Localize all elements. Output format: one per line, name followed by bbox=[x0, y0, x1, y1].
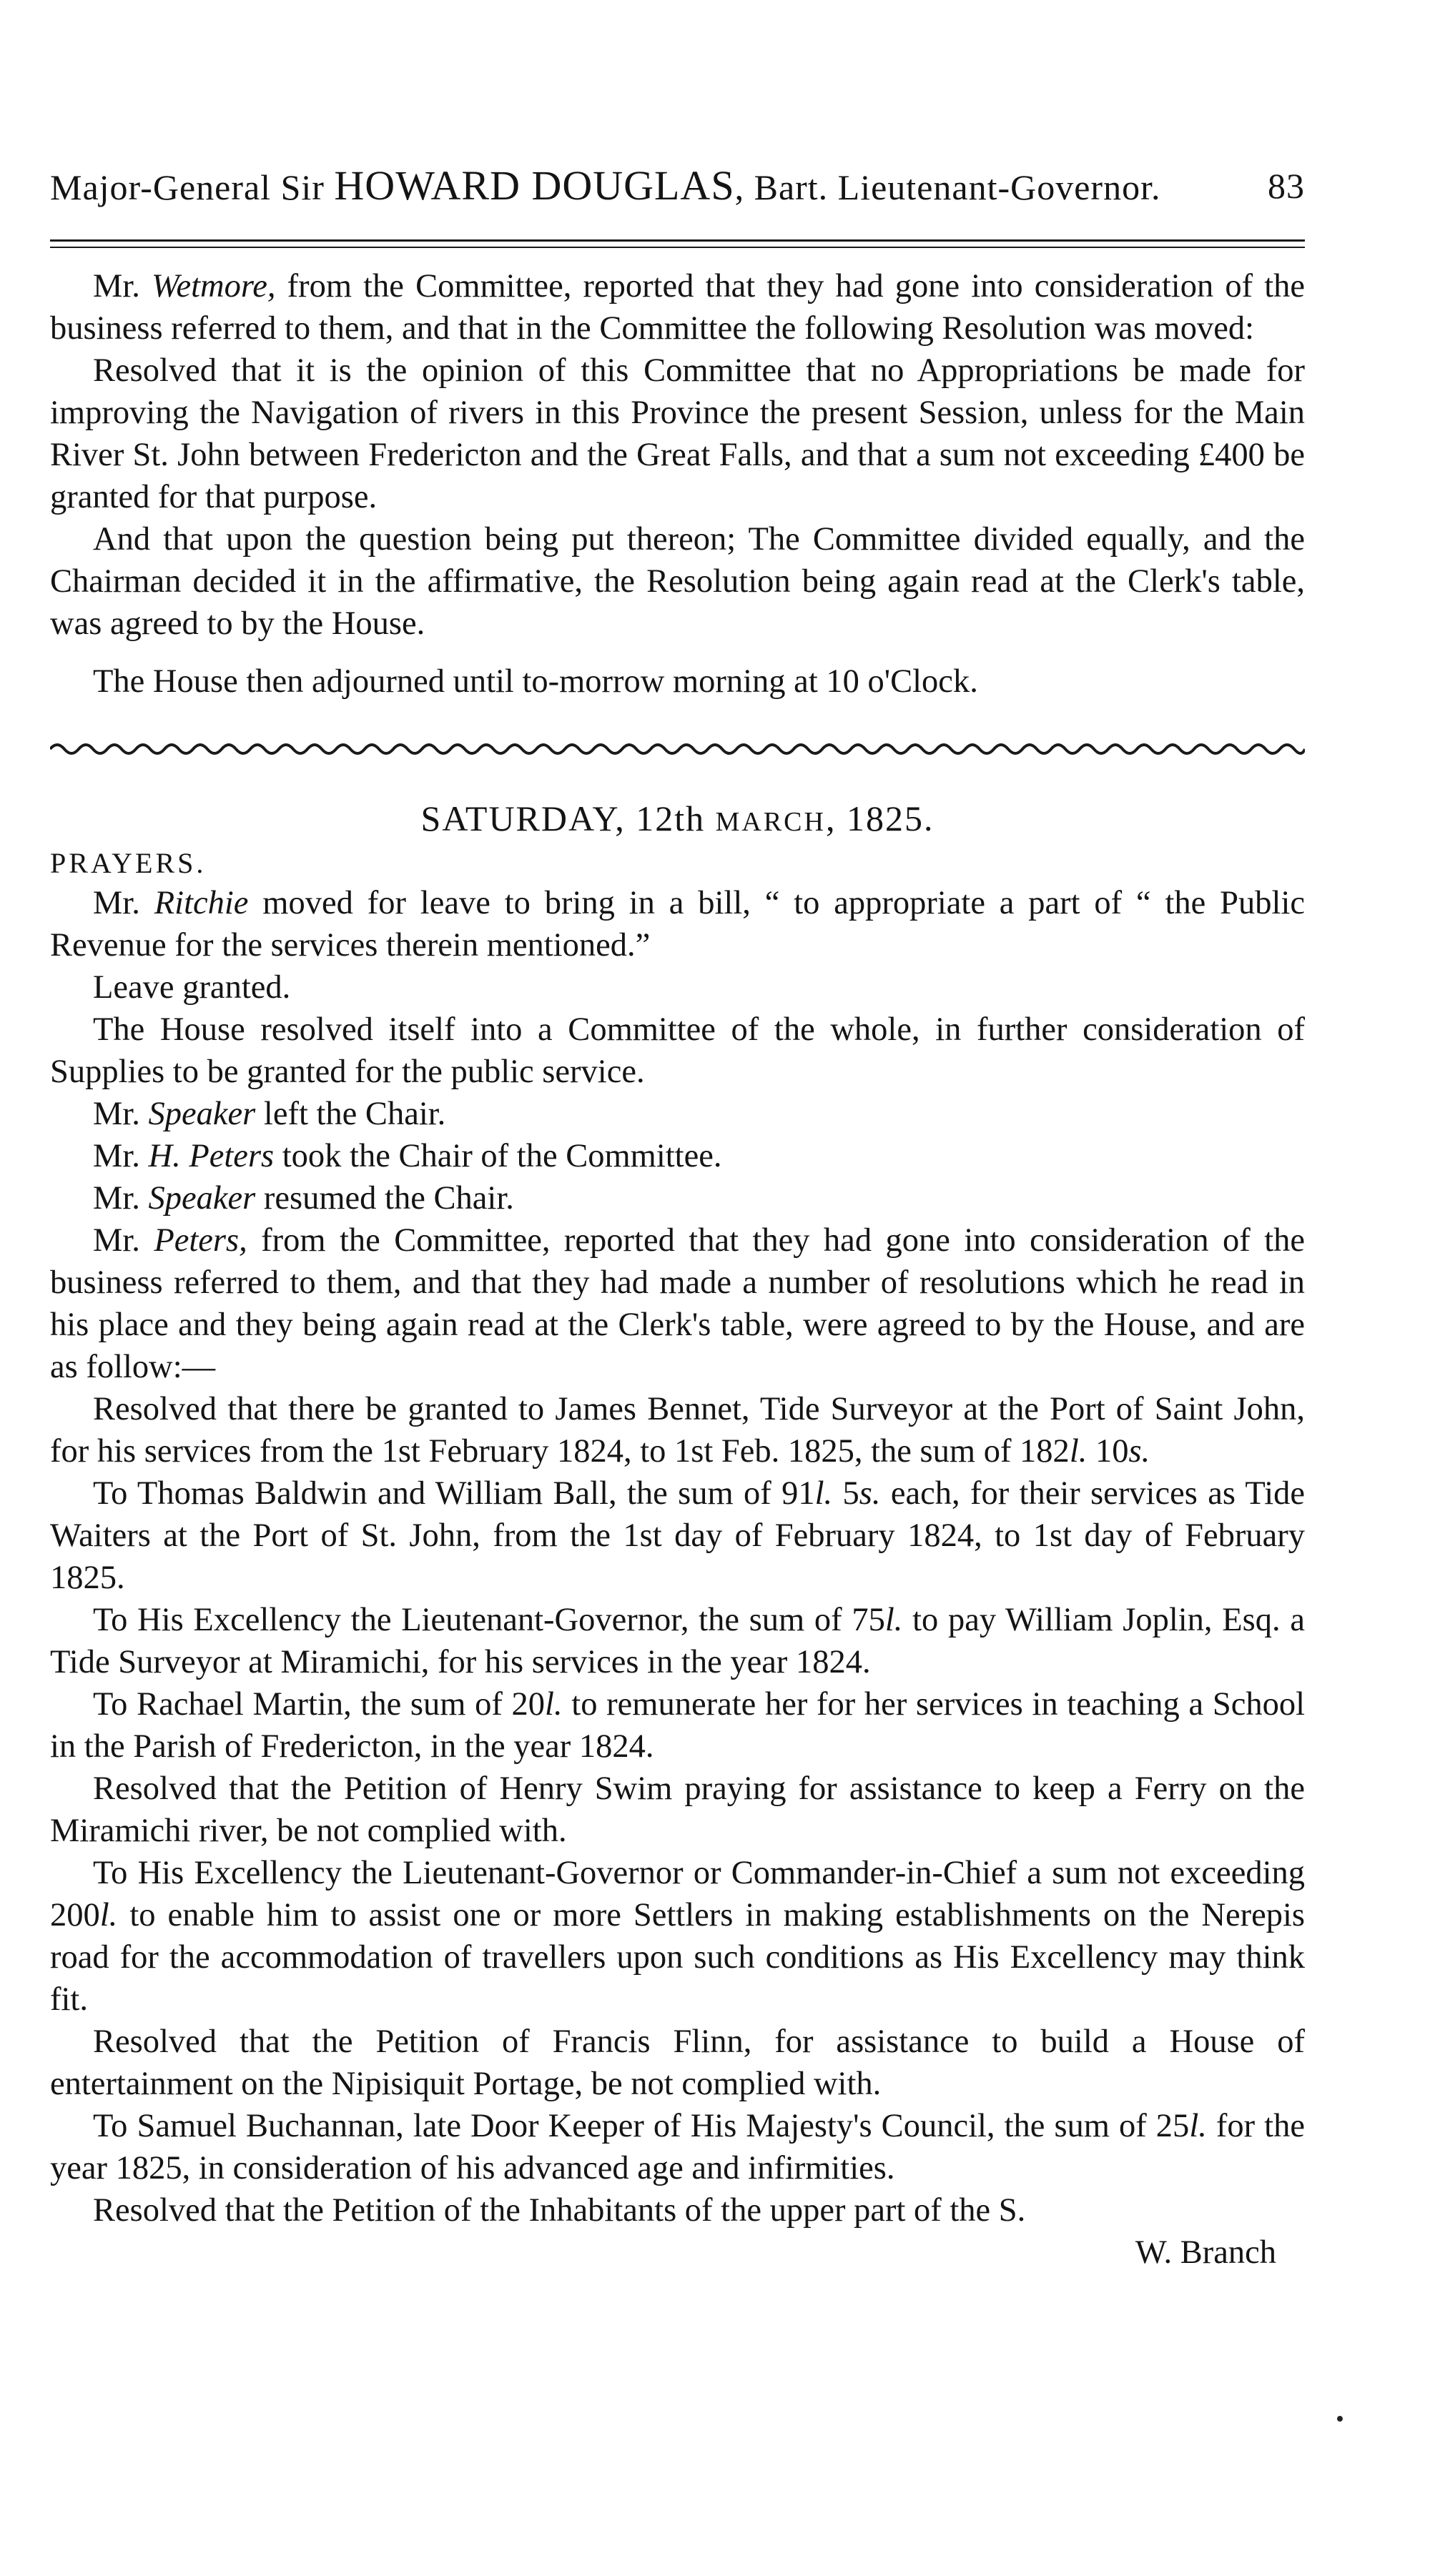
paragraph-text: To Rachael Martin, the sum of 20 bbox=[93, 1686, 546, 1723]
speaker-resumed-chair bbox=[50, 1177, 1305, 1219]
honorific: Mr. bbox=[93, 885, 154, 921]
committee-vote-paragraph: And that upon the question being put thereon; The Committee divided equally, and the Chairman decided it in the affirmative, the Resolution being again read at the Clerk's table, was agreed to by the House. bbox=[50, 521, 1305, 642]
appropriations-resolution: Resolved that it is the opinion of this Committee that no Appropriations be made for improving the Navigation of rivers in this Province the present Session, unless for the Main River St. John between Fredericton and the Great Falls, and that a sum not exceeding £400 be granted for that purpose. bbox=[50, 352, 1305, 515]
paragraph-text: moved for leave to bring in a bill, “ to appropriate a part of “ the Public Revenue for the services therein mentioned.” bbox=[50, 885, 1305, 963]
resolution-joplin bbox=[50, 1599, 1305, 1683]
member-name: Speaker bbox=[148, 1096, 256, 1132]
session-one bbox=[50, 265, 1305, 703]
document-page bbox=[50, 161, 1305, 2274]
paragraph-text: for the year 1825, in consideration of his advanced age and infirmities. bbox=[50, 2108, 1305, 2186]
page-number: 83 bbox=[1268, 166, 1305, 206]
header-title bbox=[50, 161, 1160, 212]
catchword: W. Branch bbox=[1135, 2234, 1276, 2271]
date-heading bbox=[50, 796, 1305, 845]
member-name: Peters, bbox=[154, 1222, 247, 1259]
adjournment-paragraph: The House then adjourned until to-morrow morning at 10 o'Clock. bbox=[93, 663, 978, 700]
honorific: Mr. bbox=[93, 1222, 154, 1259]
peters-took-chair bbox=[50, 1135, 1305, 1177]
currency-abbrev: l. bbox=[884, 1602, 903, 1638]
currency-abbrev: l. bbox=[814, 1475, 833, 1512]
currency-abbrev: l. bbox=[545, 1686, 563, 1723]
resolution-inhabitants: Resolved that the Petition of the Inhabitants of the upper part of the S. bbox=[93, 2192, 1026, 2229]
resolution-nerepis bbox=[50, 1852, 1305, 2021]
date-heading-month: MARCH bbox=[715, 807, 826, 837]
honorific: Mr. bbox=[93, 1138, 149, 1174]
peters-report bbox=[50, 1219, 1305, 1388]
header-title-suffix: , Bart. Lieutenant-Governor. bbox=[734, 167, 1161, 207]
member-name: Speaker bbox=[148, 1180, 256, 1217]
paragraph-text: 5 bbox=[832, 1475, 859, 1512]
member-name: Ritchie bbox=[154, 885, 249, 921]
leave-granted: Leave granted. bbox=[93, 969, 291, 1006]
resolution-flinn: Resolved that the Petition of Francis Flinn, for assistance to build a House of entertainment on the Nipisiquit Portage, be not complied with. bbox=[50, 2023, 1305, 2102]
paragraph-text: took the Chair of the Committee. bbox=[274, 1138, 722, 1174]
paragraph-text: To Thomas Baldwin and William Ball, the sum of 91 bbox=[93, 1475, 815, 1512]
currency-abbrev: l. bbox=[1069, 1433, 1088, 1470]
member-name: H. Peters bbox=[148, 1138, 275, 1174]
paragraph-text: to remunerate her for her services in teaching a School in the Parish of Fredericton, in the year 1824. bbox=[50, 1686, 1306, 1765]
resolution-buchannan bbox=[50, 2105, 1305, 2189]
paragraph-text: each, for their services as Tide Waiters at the Port of St. John, from the 1st day of February 1824, to 1st day of February 1825. bbox=[50, 1475, 1306, 1596]
honorific: Mr. bbox=[93, 1180, 149, 1217]
running-header bbox=[50, 161, 1305, 211]
header-title-prefix: Major-General Sir bbox=[50, 167, 335, 207]
paragraph-text: To His Excellency the Lieutenant-Governor or Commander-in-Chief a sum not exceeding 200 bbox=[50, 1855, 1305, 1933]
committee-of-whole: The House resolved itself into a Committee of the whole, in further consideration of Supplies to be granted for the public service. bbox=[50, 1011, 1305, 1090]
prayers-label: PRAYERS. bbox=[50, 847, 207, 879]
paragraph-text: to pay William Joplin, Esq. a Tide Surveyor at Miramichi, for his services in the year 1824. bbox=[50, 1602, 1305, 1680]
paragraph-text: Resolved that there be granted to James Bennet, Tide Surveyor at the Port of Saint John, for his services from the 1st February 1824, to 1st Feb. 1825, the sum of 182 bbox=[50, 1391, 1305, 1470]
resolution-swim: Resolved that the Petition of Henry Swim praying for assistance to keep a Ferry on the Miramichi river, be not complied with. bbox=[50, 1770, 1305, 1849]
honorific: Mr. bbox=[93, 1096, 149, 1132]
paragraph-text: left the Chair. bbox=[255, 1096, 446, 1132]
paragraph-text: To His Excellency the Lieutenant-Governor, the sum of 75 bbox=[93, 1602, 885, 1638]
wavy-divider bbox=[50, 738, 1305, 760]
paragraph-text: 10 bbox=[1087, 1433, 1129, 1470]
paragraph-text: from the Committee, reported that they had gone into consideration of the business referred to them, and that they had made a number of resolutions which he read in his place and they being again read at the Clerk's table, were agreed to by the House, and are as follow:— bbox=[50, 1222, 1306, 1385]
speaker-left-chair bbox=[50, 1093, 1305, 1135]
header-title-name: HOWARD DOUGLAS bbox=[334, 162, 735, 209]
currency-abbrev: l. bbox=[99, 1897, 118, 1933]
session-two bbox=[50, 845, 1305, 2274]
resolution-baldwin-ball bbox=[50, 1472, 1305, 1599]
paragraph-text: To Samuel Buchannan, late Door Keeper of His Majesty's Council, the sum of 25 bbox=[93, 2108, 1190, 2144]
currency-abbrev: s. bbox=[1128, 1433, 1150, 1470]
committee-report-paragraph: Mr. Wetmore, from the Committee, reported that they had gone into consideration of the business referred to them, and that in the Committee the following Resolution was moved: bbox=[50, 268, 1306, 347]
date-heading-year: , 1825. bbox=[825, 798, 934, 838]
currency-abbrev: s. bbox=[859, 1475, 881, 1512]
paragraph-text: resumed the Chair. bbox=[255, 1180, 514, 1217]
paragraph-text: to enable him to assist one or more Settlers in making establishments on the Nerepis road for the accommodation of travellers upon such conditions as His Excellency may think fit. bbox=[50, 1897, 1305, 2018]
currency-abbrev: l. bbox=[1189, 2108, 1207, 2144]
ritchie-motion bbox=[50, 882, 1305, 966]
paragraph-text: from the Committee, reported that they had gone into consideration of the business referred to them, and that in the Committee the following Resolution was moved: bbox=[50, 268, 1306, 347]
resolution-martin bbox=[50, 1683, 1305, 1768]
date-heading-day: SATURDAY, 12th bbox=[420, 798, 716, 838]
member-name: Wetmore, bbox=[152, 268, 276, 304]
ink-speck bbox=[1336, 2415, 1344, 2423]
header-double-rule bbox=[50, 239, 1305, 251]
resolution-bennet bbox=[50, 1388, 1305, 1472]
